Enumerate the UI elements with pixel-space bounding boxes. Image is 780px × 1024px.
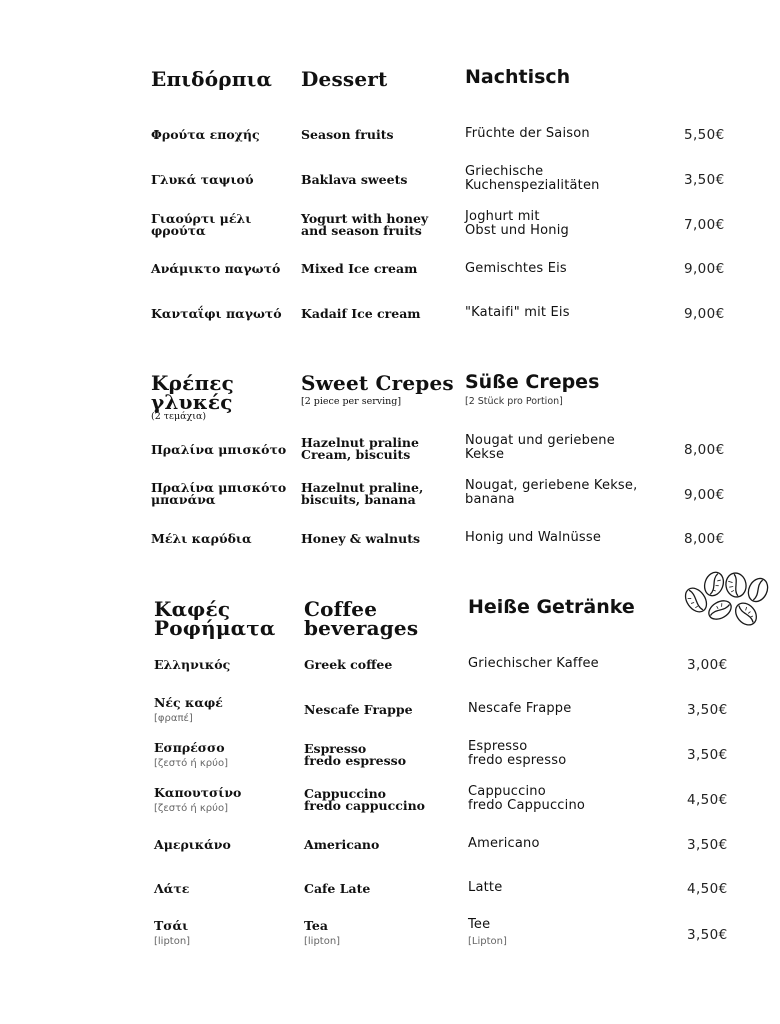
coffee-item-en: Cafe Late — [304, 881, 371, 896]
coffee-item-gr: Τσάι — [154, 918, 189, 933]
dessert-item-price: 9,00€ — [684, 261, 725, 277]
coffee-item-de: Americano — [468, 836, 540, 851]
coffee-header-de: Heiße Getränke — [468, 596, 635, 618]
dessert-item-gr: Γλυκά ταψιού — [151, 172, 254, 187]
dessert-item-gr: Ανάμικτο παγωτό — [151, 261, 281, 276]
coffee-item-gr: Καπουτσίνο — [154, 785, 242, 800]
coffee-item-price: 3,50€ — [687, 927, 728, 943]
dessert-item-de: Griechische Kuchenspezialitäten — [465, 164, 600, 193]
coffee-item-en: Greek coffee — [304, 657, 393, 672]
coffee-item-price: 4,50€ — [687, 792, 728, 808]
dessert-item-gr: Γιαούρτι μέλι φρούτα — [151, 211, 252, 238]
coffee-item-gr-sub: [φραπέ] — [154, 713, 193, 724]
dessert-header-gr: Επιδόρπια — [151, 67, 273, 91]
coffee-item-gr-sub: [ζεστό ή κρύο] — [154, 803, 228, 814]
dessert-item-gr: Κανταΐφι παγωτό — [151, 306, 282, 321]
crepes-item-en: Hazelnut praline, biscuits, banana — [301, 480, 424, 507]
crepes-item-gr: Πραλίνα μπισκότο — [151, 442, 287, 457]
dessert-item-gr: Φρούτα εποχής — [151, 127, 260, 142]
crepes-item-price: 8,00€ — [684, 531, 725, 547]
dessert-item-de: "Kataifi" mit Eis — [465, 305, 570, 320]
dessert-item-en: Mixed Ice cream — [301, 261, 418, 276]
coffee-item-en: Espresso fredo espresso — [304, 741, 407, 768]
crepes-item-gr: Πραλίνα μπισκότο μπανάνα — [151, 480, 287, 507]
coffee-item-gr: Εσπρέσσο — [154, 740, 225, 755]
coffee-item-price: 3,50€ — [687, 702, 728, 718]
dessert-item-en: Kadaif Ice cream — [301, 306, 421, 321]
coffee-item-de-sub: [Lipton] — [468, 936, 507, 947]
coffee-item-en: Nescafe Frappe — [304, 702, 413, 717]
dessert-item-de: Früchte der Saison — [465, 126, 590, 141]
crepes-header-de-note: [2 Stück pro Portion] — [465, 396, 563, 407]
coffee-item-en: Cappuccino fredo cappuccino — [304, 786, 426, 813]
dessert-item-price: 3,50€ — [684, 172, 725, 188]
dessert-item-price: 5,50€ — [684, 127, 725, 143]
crepes-item-price: 9,00€ — [684, 487, 725, 503]
coffee-beans-icon — [684, 570, 770, 632]
dessert-header-de: Nachtisch — [465, 66, 571, 88]
coffee-item-en: Americano — [304, 837, 380, 852]
crepes-header-de: Süße Crepes — [465, 371, 600, 393]
crepes-item-gr: Μέλι καρύδια — [151, 531, 252, 546]
crepes-item-price: 8,00€ — [684, 442, 725, 458]
dessert-header-en: Dessert — [301, 67, 388, 91]
crepes-item-de: Honig und Walnüsse — [465, 530, 602, 545]
crepes-item-en: Honey & walnuts — [301, 531, 421, 546]
coffee-item-de: Latte — [468, 880, 503, 895]
crepes-item-de: Nougat und geriebene Kekse — [465, 433, 615, 462]
crepes-header-en: Sweet Crepes — [301, 371, 454, 395]
coffee-item-de: Nescafe Frappe — [468, 701, 572, 716]
dessert-item-price: 9,00€ — [684, 306, 725, 322]
coffee-item-gr-sub: [ζεστό ή κρύο] — [154, 758, 228, 769]
dessert-item-price: 7,00€ — [684, 217, 725, 233]
coffee-header-gr: Καφές Ροφήματα — [154, 597, 276, 640]
coffee-item-gr: Ελληνικός — [154, 657, 231, 672]
coffee-item-gr-sub: [lipton] — [154, 936, 191, 947]
dessert-item-de: Joghurt mit Obst und Honig — [465, 209, 569, 238]
dessert-item-en: Season fruits — [301, 127, 394, 142]
dessert-item-en: Yogurt with honey and season fruits — [301, 211, 429, 238]
coffee-item-en: Tea — [304, 918, 328, 933]
coffee-item-de: Tee — [468, 917, 491, 932]
crepes-item-en: Hazelnut praline Cream, biscuits — [301, 435, 419, 462]
coffee-item-de: Espresso fredo espresso — [468, 739, 567, 768]
coffee-item-gr: Αμερικάνο — [154, 837, 231, 852]
coffee-item-en-sub: [lipton] — [304, 936, 341, 947]
crepes-item-de: Nougat, geriebene Kekse, banana — [465, 478, 638, 507]
coffee-item-de: Cappuccino fredo Cappuccino — [468, 784, 586, 813]
coffee-item-de: Griechischer Kaffee — [468, 656, 599, 671]
coffee-item-price: 3,00€ — [687, 657, 728, 673]
coffee-item-price: 3,50€ — [687, 837, 728, 853]
crepes-header-en-note: [2 piece per serving] — [301, 396, 402, 407]
coffee-item-gr: Νές καφέ — [154, 695, 223, 710]
crepes-header-gr: Κρέπες γλυκές — [151, 371, 235, 414]
coffee-item-price: 4,50€ — [687, 881, 728, 897]
dessert-item-de: Gemischtes Eis — [465, 261, 567, 276]
dessert-item-en: Baklava sweets — [301, 172, 408, 187]
crepes-header-gr-note: (2 τεμάχια) — [151, 411, 207, 422]
coffee-item-price: 3,50€ — [687, 747, 728, 763]
coffee-header-en: Coffee beverages — [304, 597, 419, 640]
coffee-item-gr: Λάτε — [154, 881, 190, 896]
